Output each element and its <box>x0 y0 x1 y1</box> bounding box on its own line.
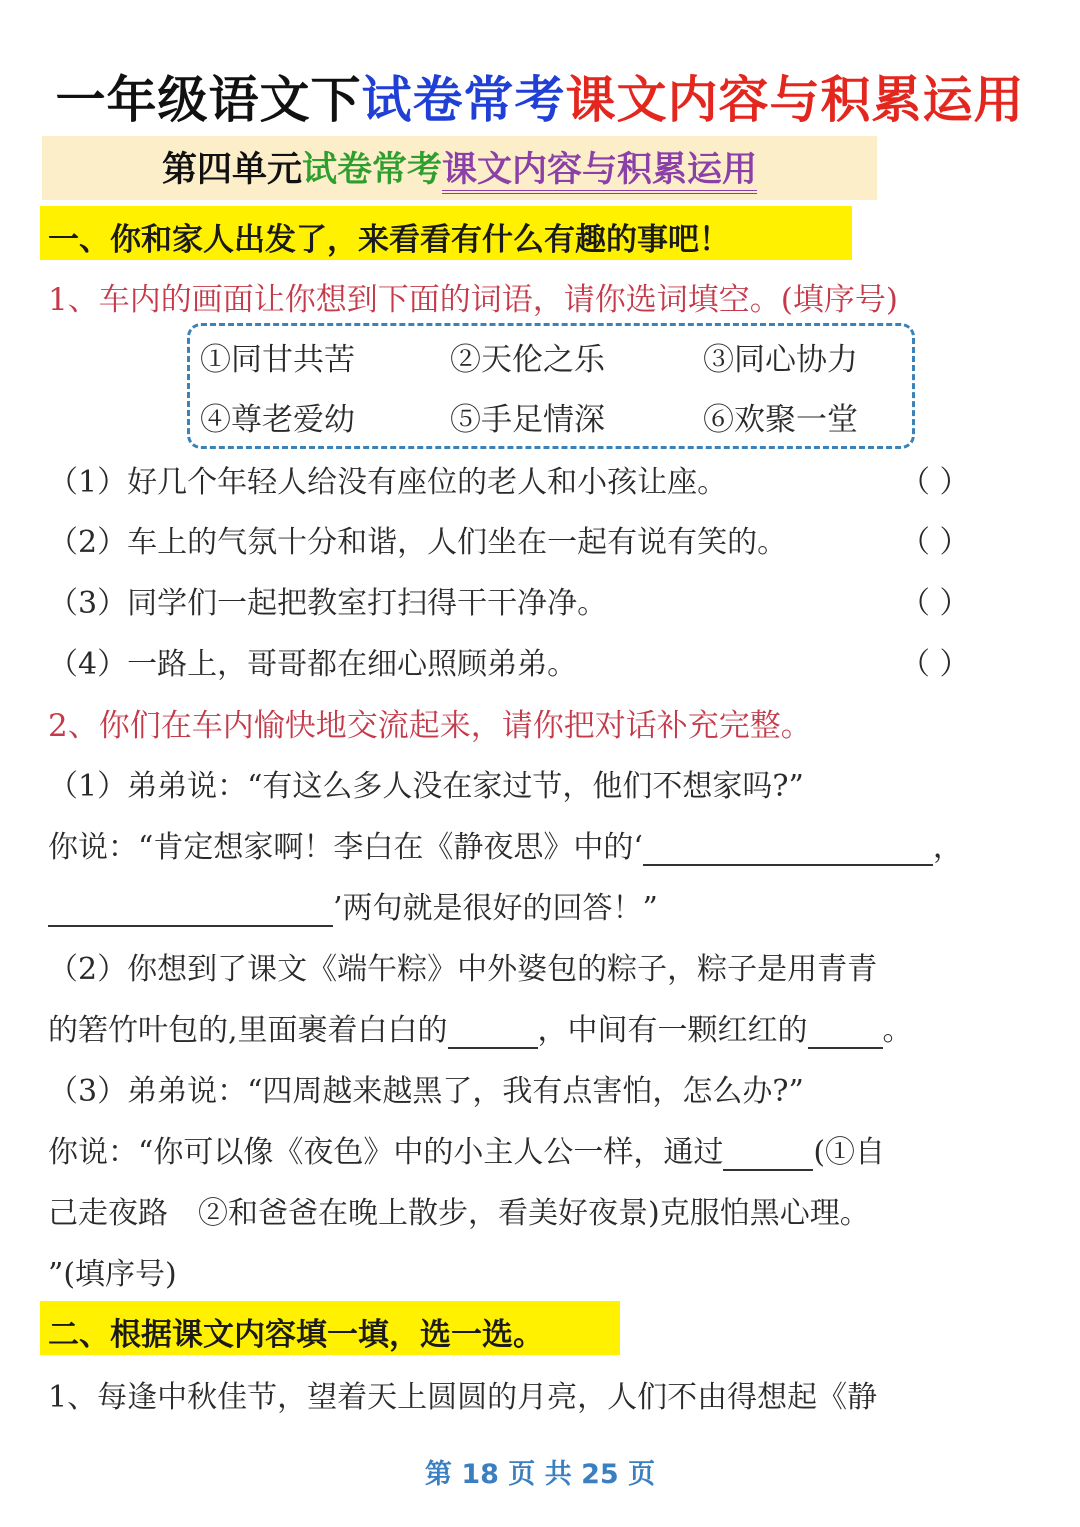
subtitle-unit: 第四单元 <box>161 150 302 190</box>
answer-paren-4[interactable]: （ ） <box>900 647 970 682</box>
page-title <box>0 60 1080 132</box>
q1-prompt: 1、车内的画面让你想到下面的词语，请你选词填空。(填序号) <box>48 282 898 318</box>
option-1: ①同甘共苦 <box>200 342 355 378</box>
q2-line-6: （3）弟弟说：“四周越来越黑了，我有点害怕，怎么办?” <box>48 1074 804 1109</box>
answer-paren-2[interactable]: （ ） <box>900 525 970 560</box>
option-5: ⑤手足情深 <box>450 402 605 438</box>
section1-heading: 一、你和家人出发了，来看看有什么有趣的事吧！ <box>48 222 730 258</box>
q2-line-2-text: 你说：“肯定想家啊！李白在《静夜思》中的‘ <box>48 830 643 865</box>
title-exam: 试卷常考 <box>361 71 566 129</box>
section2-heading: 二、根据课文内容填一填，选一选。 <box>48 1317 544 1353</box>
q2-line-9: ”(填序号) <box>48 1257 177 1292</box>
page-subtitle <box>42 142 877 192</box>
q2-line-7-text-a: 你说：“你可以像《夜色》中的小主人公一样，通过 <box>48 1135 724 1170</box>
q2-line-3 <box>48 883 658 927</box>
blank-poem-1[interactable] <box>643 830 933 866</box>
q2-line-5 <box>48 1005 913 1049</box>
answer-paren-3[interactable]: （ ） <box>900 586 970 621</box>
section2-q1: 1、每逢中秋佳节，望着天上圆圆的月亮，人们不由得想起《静 <box>48 1380 878 1415</box>
q2-line-2-comma: ， <box>932 830 963 865</box>
q2-line-1: （1）弟弟说：“有这么多人没在家过节，他们不想家吗?” <box>48 769 804 804</box>
option-3: ③同心协力 <box>703 342 858 378</box>
title-grade: 一年级语文下 <box>55 71 362 129</box>
option-2: ②天伦之乐 <box>450 342 605 378</box>
q2-line-8: 己走夜路 ②和爸爸在晚上散步，看美好夜景)克服怕黑心理。 <box>48 1196 870 1231</box>
q2-line-3-text: ’两句就是很好的回答！” <box>333 891 658 926</box>
blank-night-choice[interactable] <box>723 1135 813 1171</box>
blank-poem-2[interactable] <box>48 891 333 927</box>
blank-zongzi-filling[interactable] <box>448 1013 538 1049</box>
page-number: 第 18 页 共 25 页 <box>424 1459 656 1490</box>
q1-item-4: （4）一路上，哥哥都在细心照顾弟弟。 <box>48 647 578 682</box>
blank-zongzi-center[interactable] <box>808 1013 883 1049</box>
q2-line-5-text-a: 的箬竹叶包的,里面裹着白白的 <box>48 1013 448 1048</box>
answer-paren-1[interactable]: （ ） <box>900 465 970 500</box>
subtitle-topic: 课文内容与积累运用 <box>442 150 757 194</box>
q1-item-1: （1）好几个年轻人给没有座位的老人和小孩让座。 <box>48 465 728 500</box>
q1-item-3: （3）同学们一起把教室打扫得干干净净。 <box>48 586 608 621</box>
q2-line-5-text-b: ，中间有一颗红红的 <box>537 1013 808 1048</box>
q2-line-2 <box>48 822 963 866</box>
q2-line-4: （2）你想到了课文《端午粽》中外婆包的粽子，粽子是用青青 <box>48 952 878 987</box>
q2-prompt: 2、你们在车内愉快地交流起来，请你把对话补充完整。 <box>48 708 812 744</box>
q2-line-7 <box>48 1127 885 1171</box>
q1-item-2: （2）车上的气氛十分和谐，人们坐在一起有说有笑的。 <box>48 525 788 560</box>
option-6: ⑥欢聚一堂 <box>703 402 858 438</box>
q2-line-7-text-b: (①自 <box>813 1135 886 1170</box>
subtitle-exam: 试卷常考 <box>301 150 442 190</box>
title-topic: 课文内容与积累运用 <box>565 71 1025 129</box>
option-4: ④尊老爱幼 <box>200 402 355 438</box>
q2-line-5-text-c: 。 <box>882 1013 913 1048</box>
